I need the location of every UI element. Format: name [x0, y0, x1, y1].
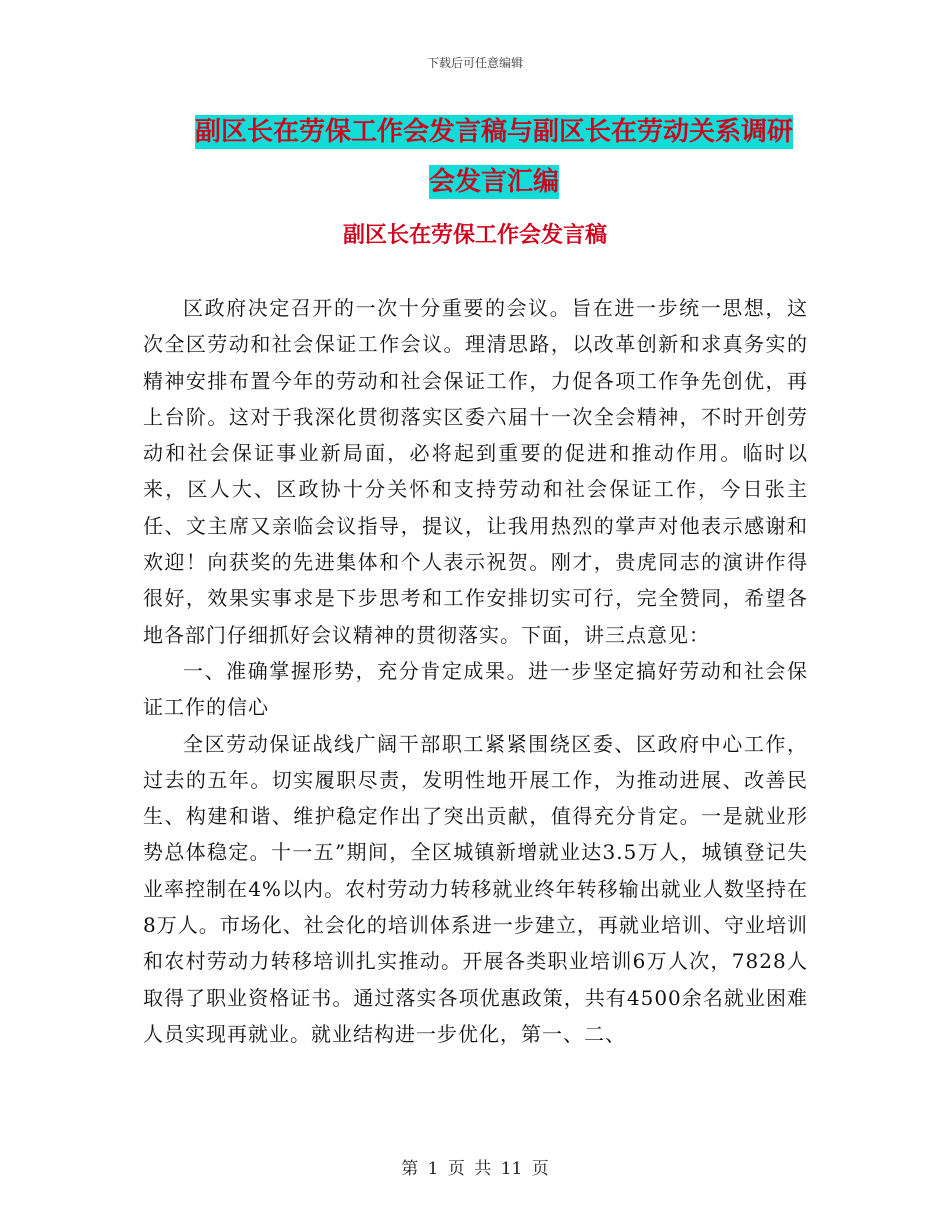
document-body — [143, 290, 808, 1052]
paragraph: 全区劳动保证战线广阔干部职工紧紧围绕区委、区政府中心工作，过去的五年。切实履职尽责，发明性地开展工作，为推动进展、改善民生、构建和谐、维护稳定作出了突出贡献，值得充分肯定。一是就业形势总体稳定。十一五”期间，全区城镇新增就业达3.5万人，城镇登记失业率控制在4%以内。农村劳动力转移就业终年转移输出就业人数坚持在8万人。市场化、社会化的培训体系进一步建立，再就业培训、守业培训和农村劳动力转移培训扎实推动。开展各类职业培训6万人次，7828人取得了职业资格证书。通过落实各项优惠政策，共有4500余名就业困难人员实现再就业。就业结构进一步优化，第一、二、 — [143, 731, 808, 1046]
header-note: 下载后可任意编辑 — [426, 56, 523, 70]
section-title: 副区长在劳保工作会发言稿 — [342, 223, 607, 248]
document-title-line-2: 会发言汇编 — [428, 167, 559, 197]
document-title — [144, 107, 844, 207]
page-footer: 第 1 页 共 11 页 — [401, 1159, 549, 1179]
paragraph: 区政府决定召开的一次十分重要的会议。旨在进一步统一思想，这次全区劳动和社会保证工作会议。理清思路，以改革创新和求真务实的精神安排布置今年的劳动和社会保证工作，力促各项工作争先创优，再上台阶。这对于我深化贯彻落实区委六届十一次全会精神，不时开创劳动和社会保证事业新局面，必将起到重要的促进和推动作用。临时以来，区人大、区政协十分关怀和支持劳动和社会保证工作，今日张主任、文主席又亲临会议指导，提议，让我用热烈的掌声对他表示感谢和欢迎！向获奖的先进集体和个人表示祝贺。刚才，贵虎同志的演讲作得很好，效果实事求是下步思考和工作安排切实可行，完全赞同，希望各地各部门仔细抓好会议精神的贯彻落实。下面，讲三点意见： — [143, 296, 808, 647]
paragraph: 一、准确掌握形势，充分肯定成果。进一步坚定搞好劳动和社会保证工作的信心 — [143, 658, 808, 720]
document-title-line-1: 副区长在劳保工作会发言稿与副区长在劳动关系调研 — [194, 117, 793, 147]
